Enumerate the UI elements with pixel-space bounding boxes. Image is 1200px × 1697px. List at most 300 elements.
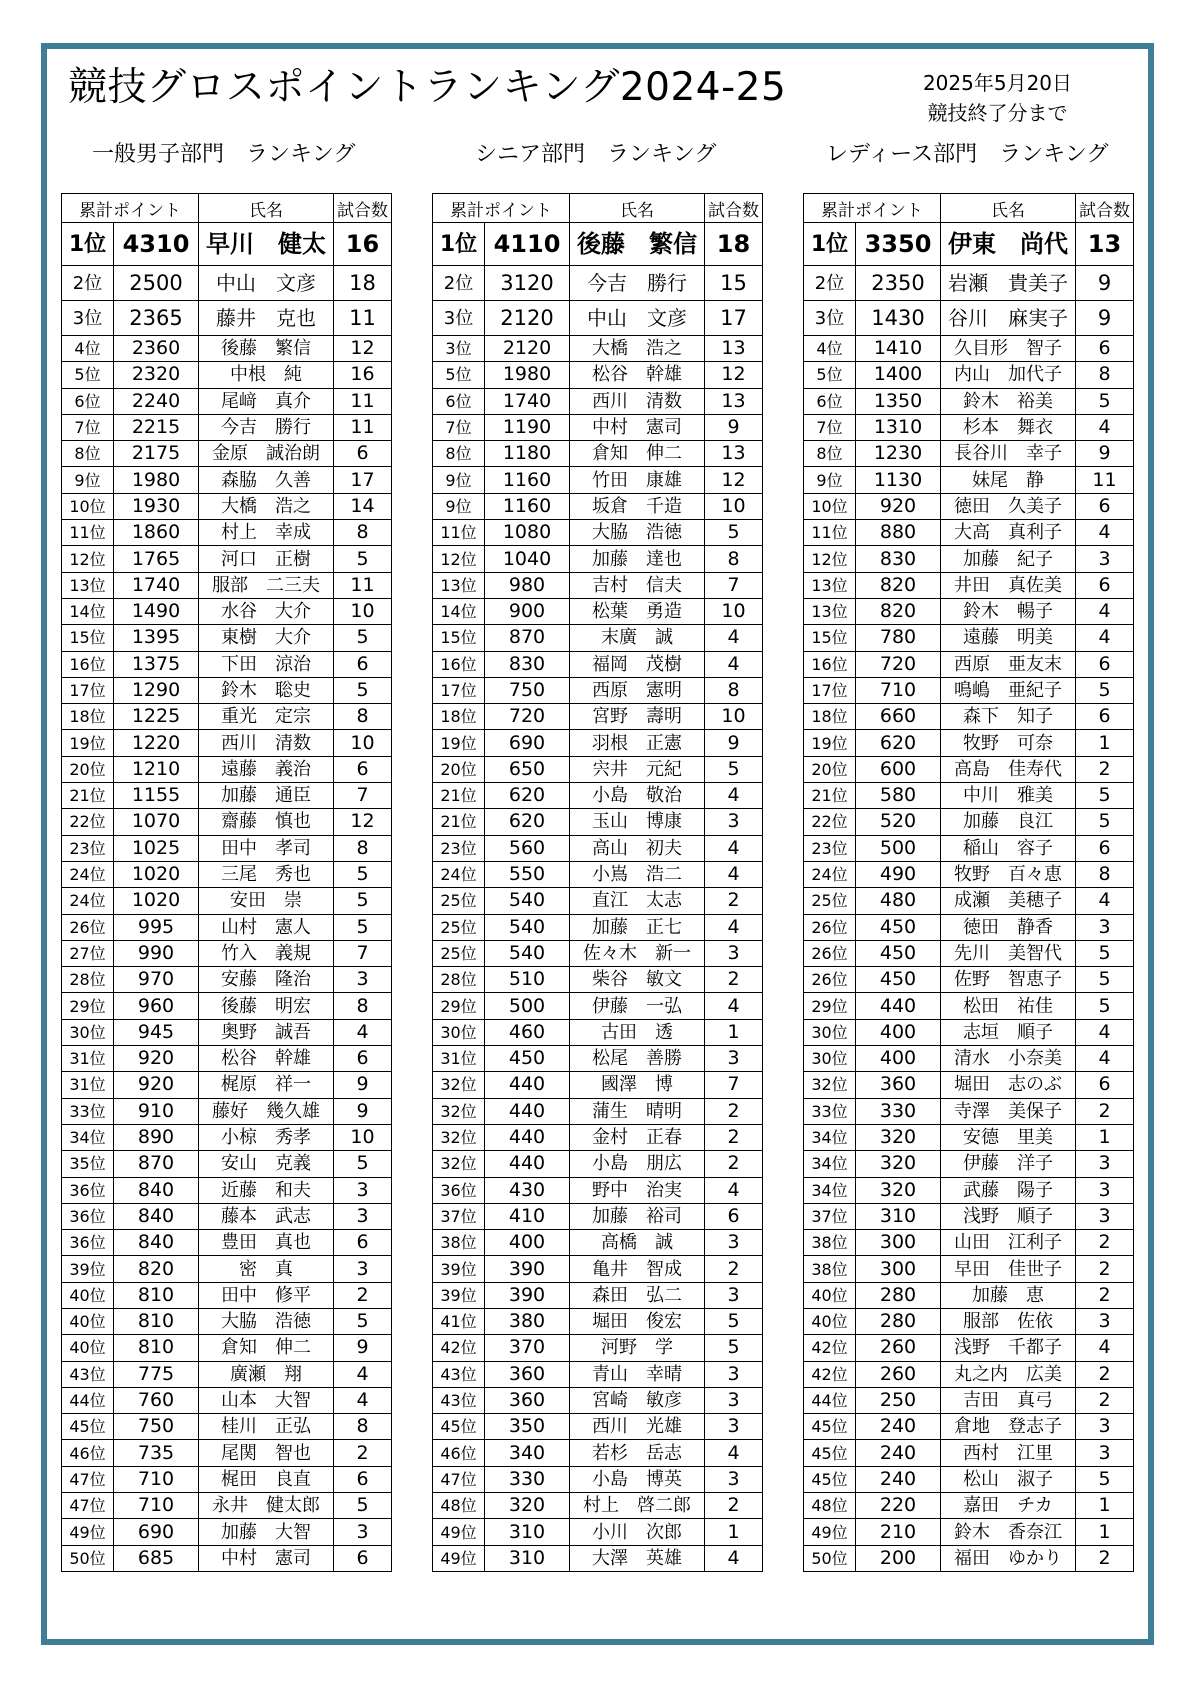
games-cell: 6 — [1076, 651, 1134, 677]
rank-cell: 15位 — [62, 625, 114, 651]
name-cell: 小島 敬治 — [570, 783, 705, 809]
name-cell: 杉本 舞衣 — [941, 414, 1076, 440]
table-row — [62, 1519, 392, 1545]
name-cell: 水谷 大介 — [199, 598, 334, 624]
points-cell: 690 — [485, 730, 570, 756]
points-cell: 390 — [485, 1256, 570, 1282]
points-cell: 1080 — [485, 520, 570, 546]
games-cell: 6 — [334, 756, 392, 782]
games-cell: 5 — [1076, 388, 1134, 414]
rank-cell: 27位 — [62, 940, 114, 966]
name-cell: 福田 ゆかり — [941, 1545, 1076, 1571]
points-cell: 240 — [856, 1414, 941, 1440]
games-cell: 5 — [705, 1335, 763, 1361]
table-row — [433, 1124, 763, 1150]
games-cell: 6 — [1076, 572, 1134, 598]
points-cell: 260 — [856, 1335, 941, 1361]
points-cell: 340 — [485, 1440, 570, 1466]
points-cell: 650 — [485, 756, 570, 782]
table-row — [804, 967, 1134, 993]
points-cell: 440 — [856, 993, 941, 1019]
games-cell: 6 — [1076, 1072, 1134, 1098]
rank-cell: 19位 — [804, 730, 856, 756]
rank-cell: 9位 — [62, 467, 114, 493]
name-cell: 清水 小奈美 — [941, 1046, 1076, 1072]
table-row — [433, 1230, 763, 1256]
points-cell: 280 — [856, 1282, 941, 1308]
games-cell: 18 — [705, 223, 763, 266]
rank-cell: 45位 — [804, 1414, 856, 1440]
table-row — [804, 493, 1134, 519]
rank-cell: 28位 — [433, 967, 485, 993]
games-cell: 4 — [705, 914, 763, 940]
name-cell: 山田 江利子 — [941, 1230, 1076, 1256]
table-row — [804, 1519, 1134, 1545]
games-cell: 5 — [705, 1308, 763, 1334]
rank-cell: 34位 — [804, 1177, 856, 1203]
points-cell: 970 — [114, 967, 199, 993]
name-cell: 森脇 久善 — [199, 467, 334, 493]
games-cell: 5 — [334, 546, 392, 572]
rank-cell: 25位 — [433, 940, 485, 966]
name-cell: 服部 二三夫 — [199, 572, 334, 598]
table-row — [804, 809, 1134, 835]
rank-cell: 13位 — [804, 598, 856, 624]
table-row — [804, 1256, 1134, 1282]
points-cell: 390 — [485, 1282, 570, 1308]
name-cell: 山村 憲人 — [199, 914, 334, 940]
name-cell: 稲山 容子 — [941, 835, 1076, 861]
games-cell: 4 — [1076, 1335, 1134, 1361]
points-cell: 620 — [485, 783, 570, 809]
name-cell: 高橋 誠 — [570, 1230, 705, 1256]
points-cell: 2365 — [114, 301, 199, 336]
table-row — [62, 388, 392, 414]
rank-cell: 32位 — [804, 1072, 856, 1098]
rank-cell: 31位 — [433, 1046, 485, 1072]
points-cell: 400 — [485, 1230, 570, 1256]
name-cell: 大橋 浩之 — [199, 493, 334, 519]
games-cell: 3 — [1076, 1151, 1134, 1177]
table-row — [804, 1335, 1134, 1361]
games-cell: 4 — [705, 783, 763, 809]
rank-cell: 16位 — [62, 651, 114, 677]
table-row — [62, 1282, 392, 1308]
name-cell: 中村 憲司 — [199, 1545, 334, 1571]
table-row — [804, 336, 1134, 362]
games-cell: 2 — [705, 888, 763, 914]
rank-cell: 3位 — [433, 301, 485, 336]
points-cell: 710 — [114, 1466, 199, 1492]
games-cell: 11 — [334, 388, 392, 414]
rank-cell: 42位 — [804, 1361, 856, 1387]
name-cell: 浅野 千都子 — [941, 1335, 1076, 1361]
rank-cell: 16位 — [433, 651, 485, 677]
name-cell: 小島 博英 — [570, 1466, 705, 1492]
table-row — [804, 1493, 1134, 1519]
name-cell: 高山 初夫 — [570, 835, 705, 861]
rank-cell: 29位 — [62, 993, 114, 1019]
rank-cell: 19位 — [433, 730, 485, 756]
name-cell: 直江 太志 — [570, 888, 705, 914]
rank-cell: 44位 — [62, 1387, 114, 1413]
points-cell: 540 — [485, 888, 570, 914]
table-row — [62, 520, 392, 546]
table-row — [62, 809, 392, 835]
rank-cell: 46位 — [433, 1440, 485, 1466]
name-cell: 牧野 百々恵 — [941, 861, 1076, 887]
rank-cell: 26位 — [804, 967, 856, 993]
points-cell: 220 — [856, 1493, 941, 1519]
rank-cell: 48位 — [433, 1493, 485, 1519]
games-cell: 14 — [334, 493, 392, 519]
name-cell: 金原 誠治朗 — [199, 441, 334, 467]
rank-cell: 20位 — [62, 756, 114, 782]
table-row — [62, 1466, 392, 1492]
games-cell: 3 — [705, 940, 763, 966]
games-cell: 16 — [334, 362, 392, 388]
points-cell: 320 — [485, 1493, 570, 1519]
table-row — [62, 598, 392, 624]
name-cell: 長谷川 幸子 — [941, 441, 1076, 467]
table-row — [62, 861, 392, 887]
rank-cell: 44位 — [804, 1387, 856, 1413]
points-cell: 1210 — [114, 756, 199, 782]
table-row — [804, 651, 1134, 677]
games-cell: 10 — [334, 598, 392, 624]
as-of-note: 競技終了分まで — [927, 101, 1068, 125]
table-row — [62, 1335, 392, 1361]
rank-cell: 45位 — [804, 1440, 856, 1466]
table-row — [433, 1361, 763, 1387]
name-cell: 中山 文彦 — [570, 301, 705, 336]
points-cell: 440 — [485, 1124, 570, 1150]
table-row — [62, 1545, 392, 1571]
table-row — [433, 730, 763, 756]
name-cell: 羽根 正憲 — [570, 730, 705, 756]
rank-cell: 12位 — [62, 546, 114, 572]
table-row — [433, 1282, 763, 1308]
table-row — [62, 914, 392, 940]
rank-cell: 22位 — [62, 809, 114, 835]
name-cell: 梶原 祥一 — [199, 1072, 334, 1098]
rank-cell: 9位 — [433, 493, 485, 519]
rank-cell: 31位 — [62, 1072, 114, 1098]
table-row — [804, 625, 1134, 651]
table-row — [804, 1230, 1134, 1256]
name-cell: 今吉 勝行 — [570, 266, 705, 301]
points-cell: 820 — [856, 598, 941, 624]
points-cell: 320 — [856, 1177, 941, 1203]
name-cell: 古田 透 — [570, 1019, 705, 1045]
rank-cell: 25位 — [433, 914, 485, 940]
table-row — [62, 1361, 392, 1387]
table-row — [804, 1151, 1134, 1177]
name-cell: 尾﨑 真介 — [199, 388, 334, 414]
name-cell: 松葉 勇造 — [570, 598, 705, 624]
games-cell: 4 — [705, 861, 763, 887]
rank-cell: 22位 — [804, 809, 856, 835]
games-cell: 6 — [334, 441, 392, 467]
table-row — [433, 1019, 763, 1045]
rank-cell: 49位 — [433, 1545, 485, 1571]
rank-cell: 25位 — [433, 888, 485, 914]
table-row — [433, 861, 763, 887]
table-row — [62, 835, 392, 861]
rank-cell: 30位 — [804, 1019, 856, 1045]
points-cell: 3120 — [485, 266, 570, 301]
points-cell: 540 — [485, 940, 570, 966]
games-cell: 5 — [1076, 677, 1134, 703]
rank-cell: 2位 — [62, 266, 114, 301]
games-cell: 1 — [1076, 1519, 1134, 1545]
games-cell: 1 — [1076, 730, 1134, 756]
rank-cell: 49位 — [433, 1519, 485, 1545]
table-row — [804, 598, 1134, 624]
rank-cell: 9位 — [433, 467, 485, 493]
points-cell: 920 — [856, 493, 941, 519]
rank-cell: 34位 — [62, 1124, 114, 1150]
games-cell: 9 — [1076, 266, 1134, 301]
rank-cell: 24位 — [433, 861, 485, 887]
name-cell: 中根 純 — [199, 362, 334, 388]
points-cell: 1860 — [114, 520, 199, 546]
name-cell: 松谷 幹雄 — [570, 362, 705, 388]
table-row — [433, 1256, 763, 1282]
table-row — [433, 677, 763, 703]
games-cell: 2 — [334, 1282, 392, 1308]
points-cell: 660 — [856, 704, 941, 730]
rank-cell: 8位 — [62, 441, 114, 467]
as-of-box — [895, 68, 1100, 128]
games-cell: 16 — [334, 223, 392, 266]
points-cell: 735 — [114, 1440, 199, 1466]
table-row — [804, 520, 1134, 546]
points-cell: 760 — [114, 1387, 199, 1413]
games-cell: 3 — [334, 967, 392, 993]
games-cell: 2 — [1076, 1387, 1134, 1413]
games-cell: 8 — [334, 993, 392, 1019]
points-cell: 310 — [485, 1545, 570, 1571]
rank-cell: 18位 — [804, 704, 856, 730]
name-cell: 中村 憲司 — [570, 414, 705, 440]
games-cell: 5 — [334, 1308, 392, 1334]
points-cell: 840 — [114, 1230, 199, 1256]
table-row — [62, 223, 392, 266]
table-row — [62, 1098, 392, 1124]
table-row — [804, 1046, 1134, 1072]
rank-cell: 6位 — [433, 388, 485, 414]
name-cell: 竹田 康雄 — [570, 467, 705, 493]
rank-cell: 4位 — [62, 336, 114, 362]
ranking-table-general-men — [61, 193, 392, 1572]
table-row — [804, 1282, 1134, 1308]
points-cell: 1430 — [856, 301, 941, 336]
games-cell: 8 — [334, 835, 392, 861]
games-cell: 5 — [334, 1151, 392, 1177]
rank-cell: 12位 — [804, 546, 856, 572]
name-cell: 末廣 誠 — [570, 625, 705, 651]
games-cell: 6 — [334, 1466, 392, 1492]
table-row — [804, 993, 1134, 1019]
table-row — [433, 704, 763, 730]
games-cell: 3 — [334, 1203, 392, 1229]
rank-cell: 18位 — [62, 704, 114, 730]
name-cell: 加藤 紀子 — [941, 546, 1076, 572]
rank-cell: 38位 — [804, 1230, 856, 1256]
points-cell: 1765 — [114, 546, 199, 572]
games-cell: 9 — [1076, 441, 1134, 467]
header-games: 試合数 — [705, 194, 763, 223]
table-row — [62, 1230, 392, 1256]
table-row — [804, 414, 1134, 440]
name-cell: 嘉田 チカ — [941, 1493, 1076, 1519]
points-cell: 4110 — [485, 223, 570, 266]
table-row — [62, 1256, 392, 1282]
points-cell: 900 — [485, 598, 570, 624]
points-cell: 540 — [485, 914, 570, 940]
games-cell: 4 — [705, 1177, 763, 1203]
points-cell: 2360 — [114, 336, 199, 362]
name-cell: 堀田 志のぶ — [941, 1072, 1076, 1098]
points-cell: 2120 — [485, 336, 570, 362]
points-cell: 510 — [485, 967, 570, 993]
points-cell: 890 — [114, 1124, 199, 1150]
rank-cell: 26位 — [62, 914, 114, 940]
rank-cell: 40位 — [62, 1335, 114, 1361]
games-cell: 1 — [1076, 1124, 1134, 1150]
name-cell: 亀井 智成 — [570, 1256, 705, 1282]
games-cell: 10 — [334, 1124, 392, 1150]
name-cell: 藤本 武志 — [199, 1203, 334, 1229]
rank-cell: 11位 — [62, 520, 114, 546]
header-points: 累計ポイント — [804, 194, 941, 223]
rank-cell: 47位 — [62, 1466, 114, 1492]
games-cell: 5 — [334, 914, 392, 940]
table-row — [804, 677, 1134, 703]
points-cell: 945 — [114, 1019, 199, 1045]
games-cell: 11 — [334, 301, 392, 336]
rank-cell: 32位 — [433, 1151, 485, 1177]
games-cell: 6 — [334, 1545, 392, 1571]
games-cell: 3 — [1076, 914, 1134, 940]
rank-cell: 50位 — [62, 1545, 114, 1571]
name-cell: 遠藤 義治 — [199, 756, 334, 782]
games-cell: 2 — [1076, 1230, 1134, 1256]
points-cell: 775 — [114, 1361, 199, 1387]
name-cell: 尾関 智也 — [199, 1440, 334, 1466]
table-row — [62, 783, 392, 809]
points-cell: 330 — [485, 1466, 570, 1492]
name-cell: 金村 正春 — [570, 1124, 705, 1150]
table-row — [433, 993, 763, 1019]
name-cell: 後藤 明宏 — [199, 993, 334, 1019]
points-cell: 450 — [856, 940, 941, 966]
name-cell: 西原 憲明 — [570, 677, 705, 703]
name-cell: 大脇 浩徳 — [199, 1308, 334, 1334]
games-cell: 3 — [705, 809, 763, 835]
name-cell: 成瀬 美穂子 — [941, 888, 1076, 914]
games-cell: 5 — [705, 756, 763, 782]
table-row — [804, 914, 1134, 940]
rank-cell: 3位 — [804, 301, 856, 336]
name-cell: 倉知 伸二 — [570, 441, 705, 467]
games-cell: 8 — [705, 677, 763, 703]
name-cell: 鈴木 裕美 — [941, 388, 1076, 414]
games-cell: 3 — [705, 1046, 763, 1072]
table-row — [62, 266, 392, 301]
table-row — [62, 1072, 392, 1098]
games-cell: 6 — [1076, 835, 1134, 861]
table-row — [433, 1046, 763, 1072]
name-cell: 浅野 順子 — [941, 1203, 1076, 1229]
games-cell: 8 — [334, 704, 392, 730]
table-row — [433, 572, 763, 598]
points-cell: 620 — [856, 730, 941, 756]
points-cell: 2215 — [114, 414, 199, 440]
games-cell: 13 — [705, 388, 763, 414]
rank-cell: 43位 — [433, 1361, 485, 1387]
games-cell: 8 — [1076, 362, 1134, 388]
points-cell: 360 — [856, 1072, 941, 1098]
points-cell: 1040 — [485, 546, 570, 572]
games-cell: 5 — [1076, 967, 1134, 993]
points-cell: 830 — [485, 651, 570, 677]
points-cell: 260 — [856, 1361, 941, 1387]
games-cell: 2 — [1076, 1098, 1134, 1124]
table-row — [433, 625, 763, 651]
rank-cell: 10位 — [804, 493, 856, 519]
rank-cell: 41位 — [433, 1308, 485, 1334]
table-row — [62, 336, 392, 362]
as-of-date: 2025年5月20日 — [922, 71, 1073, 95]
rank-cell: 38位 — [804, 1256, 856, 1282]
table-row — [62, 572, 392, 598]
name-cell: 早川 健太 — [199, 223, 334, 266]
games-cell: 4 — [1076, 520, 1134, 546]
rank-cell: 35位 — [62, 1151, 114, 1177]
name-cell: 久目形 智子 — [941, 336, 1076, 362]
games-cell: 4 — [705, 1440, 763, 1466]
rank-cell: 1位 — [433, 223, 485, 266]
points-cell: 300 — [856, 1256, 941, 1282]
rank-cell: 45位 — [62, 1414, 114, 1440]
games-cell: 3 — [705, 1414, 763, 1440]
name-cell: 加藤 良江 — [941, 809, 1076, 835]
name-cell: 志垣 順子 — [941, 1019, 1076, 1045]
name-cell: 野中 治実 — [570, 1177, 705, 1203]
table-row — [62, 1124, 392, 1150]
table-row — [62, 1387, 392, 1413]
games-cell: 10 — [705, 493, 763, 519]
points-cell: 810 — [114, 1308, 199, 1334]
section-title-ladies: レディース部門 ランキング — [826, 142, 1109, 167]
name-cell: 鳴嶋 亜紀子 — [941, 677, 1076, 703]
rank-cell: 5位 — [433, 362, 485, 388]
name-cell: 安田 崇 — [199, 888, 334, 914]
games-cell: 7 — [705, 1072, 763, 1098]
games-cell: 11 — [334, 572, 392, 598]
points-cell: 1180 — [485, 441, 570, 467]
rank-cell: 6位 — [804, 388, 856, 414]
points-cell: 400 — [856, 1046, 941, 1072]
points-cell: 500 — [485, 993, 570, 1019]
name-cell: 鈴木 暢子 — [941, 598, 1076, 624]
rank-cell: 13位 — [62, 572, 114, 598]
table-row — [804, 1414, 1134, 1440]
table-row — [433, 1545, 763, 1571]
name-cell: 齋藤 慎也 — [199, 809, 334, 835]
